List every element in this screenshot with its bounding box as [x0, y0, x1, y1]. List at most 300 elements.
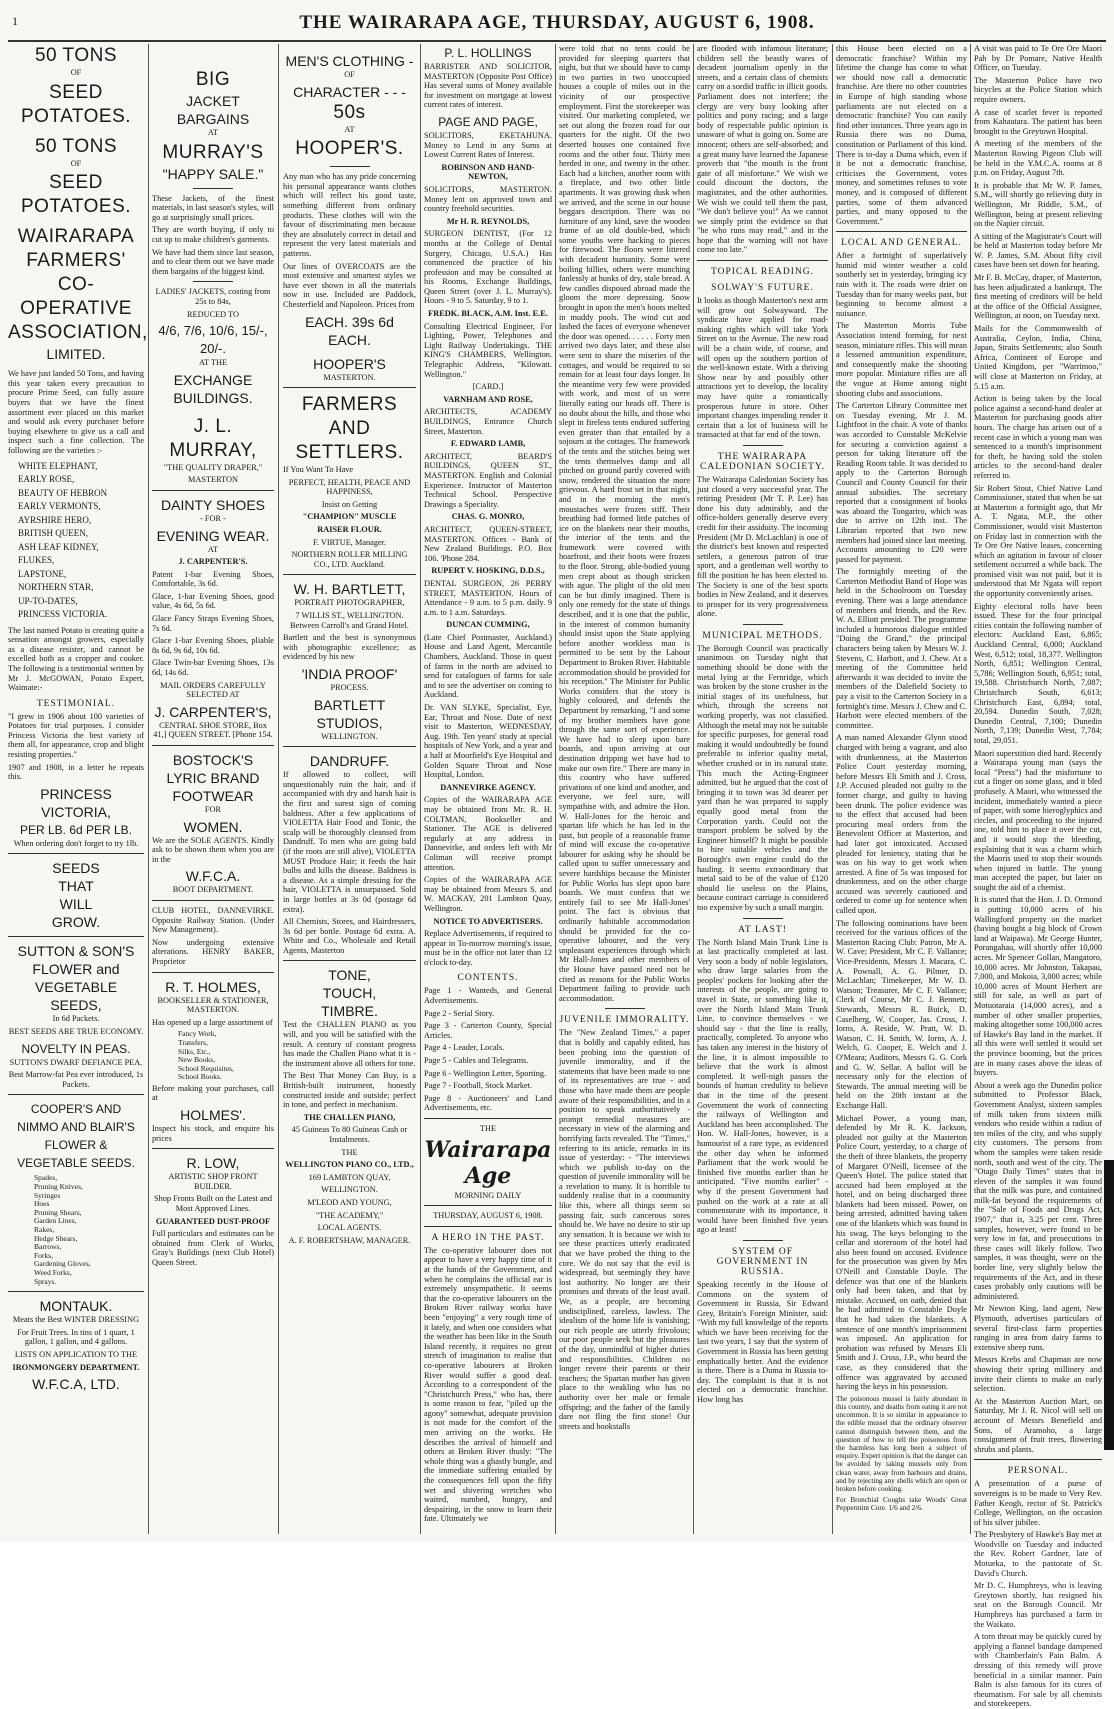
ad-body: The Best That Money Can Buy, is a British-built instrument, honestly constructed inside and outside; perfect in tone, and perfect in mechanism. — [283, 1071, 416, 1110]
ad-heading: SEEDS — [52, 860, 100, 877]
divider — [193, 281, 233, 282]
ad-heading: W.F.C.A, LTD. — [32, 1376, 120, 1393]
contents-item: Page 1 - Wanteds, and General Advertisements. — [424, 986, 552, 1006]
contents-item: Page 7 - Football, Stock Market. — [424, 1081, 533, 1091]
ad-text: 7 WILLIS ST., WELLINGTON. Between Carroll's and Grand Hotel. — [290, 611, 409, 630]
list-item: Glace 1-bar Evening Shoes, pliable 8s 6d, 9s 6d, 10s 6d. — [152, 636, 274, 655]
ad-text: ARTISTIC SHOP FRONT BUILDER. — [168, 1172, 258, 1191]
garden-tools-list — [34, 1174, 144, 1286]
newspaper-title: THE WAIRARAPA AGE, THURSDAY, AUGUST 6, 1908. — [299, 12, 815, 33]
card-body: SOLICITORS, MASTERTON. Money lent on approved town and country freehold securities. — [424, 184, 552, 214]
ad-text: Meats the Best WINTER DRESSING — [12, 1315, 140, 1325]
list-item: Hedge Shears, — [34, 1233, 78, 1243]
ad-heading: HOLMES'. — [180, 1107, 246, 1124]
article-subheading: SOLWAY'S FUTURE. — [711, 283, 814, 294]
article-body: The North Island Main Trunk Line is at last practically completed at last. Very soon a body of noble legislators, who draw large salaries from the peoples' pockets for looking after the interests of the people, are going to travel in State, or something like it, over the North Island Main Trunk Line, to convince themselves - we should say - that the line is really, practically, completed. To anyone who has taken any interest in the history of the line, it is almost impossible to believe that the work is almost completed. It well-nigh passes the bounds of human credulity to believe that in the time of the present Government the work of connecting the railways of Wellington and Auckland has been accomplished. The Hon. W. Hall-Jones, however, is a humourist of a rare type, as evidenced the other day when he informed Parliament that the work would be finished five months earlier than he anticipated. "Five months earlier" - why if the present Government had pushed on the work at a rate at all commensurate with its importance, it would have been finished five years ago at least! — [697, 937, 828, 1235]
ad-heading: ASSOCIATION, — [8, 322, 148, 344]
contents-item: Page 8 - Auctioneers' and Land Advertisements, etc. — [424, 1093, 552, 1113]
ad-text: J. CARPENTER'S. — [178, 557, 248, 567]
list-item: Weed Forks, — [34, 1267, 72, 1277]
top-rule — [8, 40, 1106, 42]
news-paragraph: A man named Alexander Glynn stood charged with being a vagrant, and also with drunkenness, at the Masterton Police Court yesterday morning, before Messrs Eli Smith and J. Cross, J.P. Accused pleaded not guilty to the former charge, and guilty to having been drunk. The police evidence was to the effect that accused had been procuring meal orders from the Benevolent Officer at Masterton, and had later got intoxicated. Accused pleaded for leniency, stating that he was on his way to get work when arrested. A fine of 5s was imposed for drunkenness, and on the other charge accused was severely cautioned and ordered to come up for sentence when called upon. — [836, 733, 967, 916]
column-6 — [697, 44, 828, 1534]
divider — [330, 166, 370, 167]
card-heading: DUNCAN CUMMING, — [446, 620, 530, 630]
column-3 — [283, 44, 416, 1534]
list-item: NORTHERN STAR, — [18, 582, 94, 593]
article-body: It looks as though Masterton's next arm will grow out Solwayward. The syndicate have applied for road-making rights which will take York Street on to the Avenue. The new road will be a chain wide, of course, and will open up the southern portion of the well-known estate. With a thriving Show near by and possibly other attractions yet to develop, the locality may have quite a romantically prosperous future in store. Other important changes impending render it certain that a lot of business will be transacted at that far end of the town. — [697, 296, 829, 440]
nameplate-text: THE — [479, 1124, 497, 1133]
ad-text: MAIL ORDERS CAREFULLY SELECTED AT — [160, 680, 266, 700]
article-subheading: MUNICIPAL METHODS. — [702, 630, 823, 641]
list-item: Fancy Work, — [178, 1029, 217, 1039]
column-divider — [555, 44, 556, 1534]
card-body: DENTAL SURGEON, 26 PERRY STREET, MASTERTON. Hours of Attendance - 9 a.m. to 5 p.m. daily. 9 a.m. to 1 a.m. Saturdays. — [424, 578, 552, 617]
divider — [697, 260, 828, 261]
news-paragraph: Messrs Krebs and Chapman are now showing their spring millinery and invite their clients to make an early selection. — [974, 1355, 1102, 1394]
ad-heading: BIG — [195, 69, 231, 90]
column-divider — [148, 44, 149, 1534]
news-paragraph: The poisonous mussel is fairly abundant in this country, and deaths from eating it are not uncommon. It is so similar in appearance to the edible mussel that the ordinary observer cannot distinguish between them, and the question of how to tell the poisonous from the harmless has long been a subject of enquiry. Expert opinion is that the danger can be avoided by taking mussels only from clean water, away from harbours and drains, and by rejecting any shells which are open or broken before cooking. — [836, 1394, 967, 1493]
ad-heading: NIMMO AND BLAIR'S — [17, 1120, 135, 1135]
divider — [193, 188, 233, 189]
ad-heading: MEN'S CLOTHING - — [285, 53, 414, 69]
ad-body: If allowed to collect, will unquestionably ruin the hair, and if accompanied with dry and harsh hair is the first and surest sign of coming baldness. After a few applications of VIOLETTA Hair Food and Tonic, the scalp will be thoroughly cleansed from Dandruff. To men who are going bald (if the roots are still alive), VIOLETTA MUST Produce Hair; it feeds the hair bulbs and kills the disease. Baldness is a disease. As a simple dressing for the hair, VIOLETTA is unsurpassed. Sold in large bottles at 3s 0d (postage 6d extra). — [283, 770, 416, 914]
ad-body: Full particulars and estimates can be obtained from Clerk of Works, Gray's Buildings (next Club Hotel) Queen Street. — [152, 1229, 274, 1267]
news-paragraph: About a week ago the Dunedin police submitted to Professor Black, Government Analyst, sixteen samples of milk taken from sixteen milk vendors who reside within a radius of ten miles of the city, and who supply city customers. The persons from whom the samples were taken reside north, south and west of the city. The "Otago Daily Times" states that in eleven of the samples it was found that the milk was pure, and contained milk-fat beyond the requirements of the "Sale of Foods and Drugs Act, 1907," that is, 3.25 per cent. Three samples, however, were found to be very low in fat, and prosecutions in these cases will likely follow. Two samples, it was thought, were on the border line, very slightly below the requirements of the Act, and in these cases probably only cautions will be administered. — [974, 1080, 1102, 1301]
ad-body: CLUB HOTEL, DANNEVIRKE. Opposite Railway Station. (Under New Management). — [152, 905, 274, 935]
ad-text: LOCAL AGENTS. — [317, 1223, 382, 1233]
card-heading: VARNHAM AND ROSE, — [443, 394, 533, 404]
news-paragraph: The fortnightly meeting of the Carterton Methodist Band of Hope was held in the Schoolroom on Tuesday evening. There was a large attendance of members and friends, and the Rev. W. A. Elliott presided. The programme included a humorous dialogue entitled "Doing the Grand," the principal characters being taken by Messrs W. J. Stevens, C. Harbott, and J. Chew. At a meeting of the Committee held afterwards it was decided to invite the members of the Dalefield Society to pay a visit to the Carterton Society in a fortnight's time. Messrs J. Chew and C. Harbott were elected members of the committee. — [836, 567, 967, 730]
ad-text: PROCESS. — [330, 683, 369, 692]
news-paragraph: The Carterton Library Committee met on Tuesday evening, Mr J. M. Lightfoot in the chair. A vote of thanks was accorded to Constable McKelvie for securing a conviction against a person for taking literature off the Reading Room table. It was decided to apply to the Carterton Borough Council and County Council for their annual subsidies. The secretary reported that a consignment of books was aboard the Tongariro, which was due to arrive on 12th inst. The Librarian reported that two new members had joined since last meeting. Accounts amounting to £20 were passed for payment. — [836, 401, 967, 564]
contents-item: Page 6 - Wellington Letter, Sporting. — [424, 1068, 547, 1078]
ad-text: "CHAMPION" MUSCLE — [302, 512, 397, 522]
ad-heading: HOOPER'S. — [295, 138, 404, 160]
ad-text: OF — [344, 70, 355, 79]
news-paragraph: After a fortnight of superlatively humid mid winter weather a cold southerly set in yesterday, bringing icy rain with it. The roads were drier on Tuesday than for many weeks past, but beginning to become almost a nuisance. — [836, 251, 967, 318]
article-subheading: SYSTEM OF GOVERNMENT IN RUSSIA. — [716, 1246, 809, 1277]
divider — [424, 1226, 552, 1227]
ad-text: In 6d Packets. — [52, 1014, 100, 1024]
news-paragraph: The Masterton Police have two bicycles at the Police Station which require owners. — [974, 75, 1102, 104]
ad-heading: GROW. — [51, 914, 101, 931]
card-body: SOLICITORS, EKETAHUNA. Money to Lend in any Sums at Lowest Current Rates of Interest. — [424, 130, 552, 160]
card-heading: P. L. HOLLINGS — [444, 46, 532, 60]
list-item: Rakes, — [34, 1224, 55, 1234]
ad-text: 169 LAMBTON QUAY, — [308, 1172, 391, 1182]
article-subheading: THE WAIRARAPA CALEDONIAN SOCIETY. — [700, 451, 825, 472]
ad-text: LADIES' JACKETS, costing from 25s to 84s, — [155, 287, 271, 306]
contents-heading: CONTENTS. — [457, 973, 519, 984]
ad-body: 1907 and 1908, in a letter he repeats this. — [8, 762, 144, 782]
ad-heading: EVENING WEAR. — [156, 527, 270, 544]
list-item: Forks, — [34, 1250, 53, 1260]
news-paragraph: A meeting of the members of the Masterton Rowing Pigeon Club will be held in the Y.M.C.A. rooms at 8 p.m. on Friday, August 7th. — [974, 139, 1102, 178]
column-5 — [559, 44, 690, 1534]
card-text: [CARD.] — [472, 382, 504, 392]
nameplate: Wairarapa Age — [424, 1136, 552, 1189]
ad-heading: 50 TONS — [34, 135, 117, 157]
ad-text: MASTERTON. — [323, 372, 376, 382]
ad-heading: J. L. MURRAY, — [169, 415, 257, 461]
ad-body: Any man who has any pride concerning his personal appearance wants clothes which will reflect his good taste, something different from ordinary products. These clothes will win the favour of discriminating men because they are absolutely correct in detail and represent the very latest materials and patterns. — [283, 172, 416, 258]
ad-heading: "HAPPY SALE." — [162, 165, 264, 182]
list-item: PRINCESS VICTORIA. — [18, 609, 108, 620]
ad-text: IRONMONGERY DEPARTMENT. — [12, 1362, 140, 1372]
news-paragraph: Mr D. C. Humphreys, who is leaving Greytown shortly, has resigned his seat on the Borough Council. Mr Humphreys has purchased a farm in the Waikato. — [974, 1581, 1102, 1629]
article-heading: TOPICAL READING. — [710, 267, 815, 278]
ad-text: GUARANTEED DUST-PROOF — [155, 1216, 271, 1226]
article-body: Speaking recently in the House of Commons on the system of Government in Russia, Sir Edward Grey, Britain's Foreign Minister, said: "With my full knowledge of the reports which we have been receiving for the last two years, I say that the system of Government in Russia has been getting emphatically better. And the evidence is there. There is a Duma in Russia to-day. The complaint is that it is not elected on a democratic franchise. How long has — [697, 1279, 828, 1405]
card-heading: DANNEVIRKE AGENCY. — [440, 782, 536, 792]
ad-heading: VEGETABLE SEEDS, — [34, 979, 118, 1014]
ad-body: Has opened up a large assortment of — [152, 1017, 273, 1027]
ad-heading: EXCHANGE — [173, 371, 253, 388]
card-body: ARCHITECTS, ACADEMY BUILDINGS, Entrance Church Street, Masterton. — [424, 407, 552, 436]
ad-heading: SETTLERS. — [295, 442, 404, 464]
ad-heading: FARMERS AND — [301, 394, 398, 440]
list-item: EARLY ROSE, — [18, 474, 75, 485]
ad-heading: SEED POTATOES. — [20, 172, 132, 218]
ad-text: Insist on Getting — [321, 499, 378, 509]
potato-varieties-list — [18, 460, 144, 622]
ad-text: When ordering don't forget to try 1lb. — [13, 838, 139, 848]
ad-text: BEST SEEDS ARE TRUE ECONOMY. — [8, 1027, 144, 1037]
ad-body: Now undergoing extensive alterations. HENRY BAKER, Proprietor — [152, 937, 274, 966]
card-body: BARRISTER AND SOLICITOR, MASTERTON (Opposite Post Office) Has several sums of Money available for investment on mortgage at lowest current rates of interest. — [424, 62, 552, 110]
contents-item: Page 5 - Cables and Telegrams. — [424, 1056, 529, 1066]
ad-body: Bartlett and the best is synonymous with photographic excellence; as evidenced by his new — [283, 633, 416, 662]
ad-body: We have had them since last season, and to clear them out we have made them bargains of the biggest kind. — [152, 247, 274, 276]
column-1 — [8, 44, 148, 1534]
ad-text: SUTTON'S DWARF DEFIANCE PEA. — [9, 1057, 143, 1067]
list-item: ASH LEAF KIDNEY, — [18, 541, 99, 552]
ad-heading: SEED POTATOES. — [20, 81, 132, 127]
divider — [424, 1205, 552, 1206]
ad-heading: TOUCH, — [322, 985, 377, 1002]
card-heading: NOTICE TO ADVERTISERS. — [433, 916, 543, 926]
card-body: Consulting Electrical Engineer, For Lighting, Power, Telephones and Light Railway Undertakings. THE KING'S CHAMBERS, Wellington. Telegraphic Address, "Kilowatt. Wellington." — [424, 321, 552, 379]
ad-body: "I grew in 1906 about 100 varieties of Potatoes for trial purposes. I consider Princess Victoria the best variety of them all, for appearance, crop and blight resisting properties." — [8, 711, 144, 760]
card-body: Dr. VAN SLYKE, Specialist, Eye, Ear, Throat and Nose. Date of next visit to Masterton, WEDNESDAY, Aug. 19th. Ten years' study at special hospitals of New York, and a year and a half at Moorfield's Eye Hospital and Golden Square Throat and Nose Hospital, London. — [424, 703, 552, 780]
card-body: Replace Advertisements, if required to appear in To-morrow morning's issue, must be in the office not later than 12 o'clock to-day. — [424, 929, 552, 967]
section-heading: LOCAL AND GENERAL. — [841, 238, 962, 249]
divider — [283, 387, 416, 388]
ad-text: THE — [341, 1147, 358, 1157]
article-body: this House been elected on a democratic franchise? Within my lifetime the change has come to what we should now call a democratic franchise. Are there no other countries in Europe of high standing whose parliaments are not elected on a democratic franchise? You can easily find other instances. Three years ago in Russia there was no Duma, constitution or Parliament of this kind. There is to-day a Duma which, even if it be not a democratic franchise, criticises the Government, votes money, and sometimes refuses to vote money, and is composed of different parties, some of them advanced parties, and many opposed to the Government." — [836, 44, 967, 226]
ad-heading: TIMBRE. — [321, 1003, 378, 1020]
divider — [152, 900, 274, 901]
divider — [836, 231, 967, 232]
list-item: Sprays. — [34, 1276, 57, 1286]
list-item: New Books, — [178, 1055, 216, 1065]
list-item: Barrows, — [34, 1242, 62, 1252]
scan-edge-shadow — [1104, 1160, 1114, 1450]
card-body: ARCHITECT, QUEEN-STREET, MASTERTON. Offices - Bank of New Zealand Buildings. P.O. Box 106. 'Phone 284. — [424, 524, 552, 563]
ad-heading: WOMEN. — [183, 818, 243, 835]
divider — [8, 936, 144, 937]
news-paragraph: A torn throat may be quickly cured by applying a flannel bandage dampened with Chamberlain's Pain Balm. A dressing of this remedy will prove beneficial in a similar manner. Pain Balm is also famous for its cures of rheumatism. For sale by all chemists and storekeepers. — [974, 1632, 1102, 1709]
ad-text: WELLINGTON. — [321, 731, 378, 741]
ad-text: BOOKSELLER & STATIONER, MASTERTON. — [157, 995, 269, 1015]
card-heading: PAGE AND PAGE, — [438, 114, 538, 129]
divider — [743, 918, 783, 919]
column-divider — [970, 44, 971, 1534]
ad-body: The last named Potato is creating quite a sensation amongst growers, especially as a disease resister, and cannot be excelled both as a cropper and cooker. The following is a testimonial written by Mr J. McGOWAN, Potato Expert, Waimate:- — [8, 625, 144, 693]
ad-heading: NOVELTY IN PEAS. — [21, 1041, 131, 1056]
price-line: 50s — [333, 101, 366, 123]
ad-heading: DANDRUFF. — [309, 753, 390, 770]
ad-heading: 'INDIA PROOF' — [301, 666, 398, 682]
ad-heading: BUILDINGS. — [173, 389, 253, 406]
ad-heading: WAIRARAPA — [17, 226, 135, 248]
ad-heading: WILL — [59, 896, 93, 913]
ad-text: AT — [344, 124, 355, 134]
ad-text: CENTRAL SHOE STORE, Box 41,] QUEEN STREET. [Phone 154. — [153, 720, 273, 740]
divider — [152, 490, 274, 491]
list-item: Silks, Etc., — [178, 1046, 211, 1056]
news-paragraph: A presentation of a purse of sovereigns is to be made to Very Rev. Father Keogh, rector of St. Patrick's College, Wellington, on the occasion of his silver jubilee. — [974, 1479, 1102, 1527]
ad-heading: MURRAY'S — [162, 141, 264, 163]
ad-heading: CO-OPERATIVE — [20, 274, 132, 320]
nameplate-text: MORNING DAILY — [454, 1190, 522, 1200]
news-paragraph: Michael Power, a young man, defended by Mr R. K. Jackson, pleaded not guilty at the Masterton Police Court, yesterday, to a charge of the theft of three blankets, the property of Margaret O'Neill, licensee of the Queen's Hotel. The police stated that accused had been employed at the hotel, and on being discharged three blankets had been missed. Power, on being arrested, admitted having taken one of the blankets which was found in his swag. The keys belonging to the cellar and storeroom of the hotel had also been found on accused. Evidence for the prosecution was given by Mrs O'Neill and Constable Doyle. The defence was that one of the blankets only had been taken, and that by mistake. Accused, on oath, denied that he had admitted to Constable Doyle that he had taken the blankets. A sentence of one month's imprisonment was imposed. An application for probation was refused by Messrs Eli Smith and J. Cross, J.P., who heard the case, as they considered that the offence was aggravated by accused having the keys in his possession. — [836, 1113, 967, 1392]
article-subheading: AT LAST! — [738, 924, 787, 935]
list-item: EARLY VERMONTS, — [18, 501, 101, 512]
ad-body: Test the CHALLEN PIANO as you will, and you will be satisfied with the result. A century of constant progress has made the Challen Piano what it is - the instrument above all others for tone. — [283, 1020, 416, 1068]
list-item: Glace Fancy Straps Evening Shoes, 7s 6d. — [152, 614, 274, 633]
list-item: Syringes — [34, 1190, 61, 1200]
list-item: BRITISH QUEEN, — [18, 528, 88, 539]
divider — [283, 574, 416, 575]
article-heading: JUVENILE IMMORALITY. — [559, 1015, 690, 1026]
contents-item: Page 4 - Leader, Locals. — [424, 1043, 505, 1053]
news-paragraph: Mr F. B. McCay, draper, of Masterton, has been adjudicated a bankrupt. The first meeting of creditors will be held at the office of the Official Assignee, Wellington, at noon, on Tuesday next. — [974, 273, 1102, 321]
ad-text: LISTS ON APPLICATION TO THE — [14, 1349, 138, 1359]
list-item: Patent 1-bar Evening Shoes, Comfortable, 3s 6d. — [152, 569, 274, 589]
list-item: AYRSHIRE HERO, — [18, 514, 92, 525]
ad-heading: CHARACTER - - - — [293, 83, 406, 100]
column-7 — [836, 44, 967, 1534]
ad-text: NORTHERN ROLLER MILLING CO., LTD. Auckland. — [291, 550, 408, 569]
divider — [8, 1291, 144, 1292]
list-item: UP-TO-DATES, — [18, 595, 78, 606]
ad-text: MASTERTON — [187, 475, 239, 485]
ad-text: F. VIRTUE, Manager. — [312, 537, 387, 547]
ad-heading: W.F.C.A. — [185, 868, 241, 885]
ad-body: All Chemists, Stores, and Hairdressers, 3s 6d per bottle. Postage 6d extra. A. White and Co., Wholesale and Retail Agents, Masterton — [283, 917, 416, 955]
ad-heading: PRINCESS VICTORIA, — [40, 785, 112, 820]
list-item: Transfers, — [178, 1037, 208, 1047]
card-heading: F. EDWARD LAMB, — [450, 439, 526, 449]
ad-text: WELLINGTON PIANO CO., LTD., — [285, 1160, 414, 1170]
list-item: School Books. — [178, 1072, 222, 1082]
price-line: 4/6, 7/6, 10/6, 15/-, 20/-. — [158, 323, 268, 357]
news-paragraph: Mr Newton King, land agent, New Plymouth, advertises particulars of several first-class farm properties ranging in area from dairy farms to extensive sheep runs. — [974, 1304, 1102, 1352]
ad-heading: 50 TONS — [34, 45, 117, 66]
ad-heading: THAT — [58, 878, 94, 895]
news-paragraph: A sitting of the Magistrate's Court will be held at Masterton today before Mr W. P. James, S.M. About fifty civil cases have been set down for hearing. — [974, 231, 1102, 270]
divider — [8, 853, 144, 854]
ad-text: M'LEOD AND YOUNG, — [307, 1197, 392, 1207]
list-item: BEAUTY OF HEBRON — [18, 487, 108, 498]
ad-heading: FOOTWEAR — [172, 788, 254, 804]
ad-heading: MONTAUK. — [39, 1298, 113, 1315]
news-paragraph: Action is being taken by the local police against a second-hand dealer at Masterton for purchasing goods after hours. The charge has arisen out of a recent case in which a young man was sentenced to a month's imprisonment for theft, he having sold the stolen articles to the second-hand dealer referred to. — [974, 394, 1102, 480]
news-paragraph: For Bronchial Coughs take Woods' Great Peppermint Cure. 1/6 and 2/6. — [836, 1496, 967, 1513]
news-paragraph: At the Masterton Auction Mart, on Saturday, Mr J. R. Nicol will sell on account of Messrs Benefield and Sons, of Aramoho, a large consignment of fruit trees, flowering shrubs and plants. — [974, 1396, 1102, 1454]
card-body: ARCHITECT, BEARD'S BUILDINGS, QUEEN ST., MASTERTON. English and Colonial Experience. Instructor of Masterton Technical School. Perspective Drawings a Speciality. — [424, 451, 552, 509]
column-8 — [974, 44, 1102, 1709]
ad-body: Before making your purchases, call at — [152, 1083, 274, 1103]
article-body: were told that no tents could be provided for sleeping quarters that night, but that we should have to camp in two parties in two unoccupied houses a couple of miles out in the vicinity of our prospective employment. First the storekeeper was visited. Our marketing completed, we set out along the frozen road for our quarters for the night. Of the two deserted houses one contained five rooms and the other four. Thirty men herded in one, and twenty in the other. Each had a kitchen, another room with a fireplace, and two other little apartments. It was growing dusk when we arrived, and the scene in our house beggars description. There was no furniture of any kind, save the wooden frame of an old double-bed, which some youths were hacking to pieces for firewood. The floors were littered with decadent humanity. Some were boiling billies, others were munching fanlessly at hunks of dry, stale bread. A few candles disposed abroad made the gloom the more depressing. Snow brought in upon the men's boots melted in muddy pools. The wind cut and lashed the faces of everyone whenever the door was opened. . . . . . Forty men arrived two days later, and these also were sent to share the miseries of the cottages, and would be required to so remain for at least four days longer. In the meantime very few were provided with work, and most of us were literally eating our heads off. There is no doubt about the hills, and those who slept in fireless tents endured suffering even greater than that entailed by a sojourn at the cottages. The framework of the tents and the stitches being wet the tents themselves damp and all pitched on ground partly covered with snow, rendered the situation the more grievous. A hard frost set in that night, and in the morning the men's moustaches were frozen stiff. Their breathing had formed little patches of ice on the blankets near their mouths, the interior of the tents and the framework were covered with hoarfrost, and their boots were frozen to the floor. Strong, able-bodied young men crept about as though stricken with ague. The plight of the old men can be but dimly imagined. There is only one remedy for the state of things described, and it is one that the public, in the interest of common humanity should insist upon the State applying before another workless man is permitted to be sent by the Labour Department to Broken River. Habitable accommodation should be provided for his reception." The Minister for Public Works considers that the story is highly coloured, and defends the Department by remarking, "I and some of my brother members have gone through the same sort of experience. We have had to sleep upon bare boards, and upon arriving at our destination dripping wet have had to make our own fire." There are many in this country who have suffered privations of one kind and another, and everyone, we feel sure, will sympathise with, and admire the Hon. W. Hall-Jones for the heroic and spartan life which he has led in the past, but people of a reasonable frame of mind will excuse the co-operative labourer for asking why he should be called upon to suffer unnecessary and severe hardships because the Minister for Public Works has slept upon bare boards. We must confess that we entirely fail to see Mr Hall-Jones' point. The fact is obvious that ordinarily habitable accommodation should be provided for the co-operative labourer, and the very unpleasant experiences through which Mr Hall-Jones and other members of the House have passed need not be cited as reasons for the Public Works Department failing to provide such accommodation. — [559, 44, 691, 1003]
ad-heading: SUTTON & SON'S — [17, 943, 135, 960]
column-divider — [693, 44, 694, 1534]
ad-heading: FARMERS' — [26, 250, 126, 272]
card-body: Copies of the WAIRARAPA AGE may be obtained from Mr. R. H. COLTMAN, Bookseller and Stationer. The AGE is delivered regularly at any address in Dannevirke, and orders left with Mr Coltman will receive prompt attention. — [424, 795, 552, 872]
article-body: The Borough Council was practically unanimous on Tuesday night that something should be done with the metal lying at the Fernridge, which was broken by the stone crusher in the initial stages of its usefulness, but which, through the screens not working properly, was not classified. Although the metal may not be suitable for specific purposes, for general road making it would undoubtedly be found preferable to inferior quality metal, whether crushed or in its natural state. This much the Acting-Engineer admitted, but he argued that the cost of bringing it to town was 3d dearer per yard than he was prepared to supply equally good metal from the Corporation yards. Could not the transport problem be solved by the Engineer himself? It might be possible to hire suitable vehicles and the Borough's own engine could do the hauling. It seems extraordinary that metal said to be of the value of £120 should lie useless on the Plains, because contract carriage is considered too expensive by such a small margin. — [697, 643, 828, 912]
news-paragraph: The Presbytery of Hawke's Bay met at Woodville on Tuesday and inducted the Rev. Robert Gardner, late of Motueka, to the pastorate of St. David's Church. — [974, 1530, 1102, 1578]
column-divider — [832, 44, 833, 1534]
stationery-list — [178, 1030, 274, 1082]
list-item: Pruning Shears, — [34, 1207, 82, 1217]
ad-text: "THE ACADEMY," — [315, 1210, 384, 1220]
article-body: The "New Zealand Times," a paper that is boldly and capably edited, has been probing into the question of juvenile immorality, and if the statements that have been made to one of its representatives are true - and those who have made them are people aware of their responsibilities, and in a position to speak authoritatively - prompt remedial measures are necessary in view of the alarming and horrifying facts revealed. The "Times," referring to its article, remarks in its issue of yesterday: - "The interviews which we publish to-day on the question of juvenile immorality will be a revelation to many. It is horrible to suddenly realise that in a community like this, where all things seem so passing fair, such cancerous sores should be. We have no desire to stir up any sensation. It is because we wish to see these practices utterly eradicated that we have probed the thing to the core. We do not say that the evil is widespread, but seemingly they have lost authority. No longer are their promises and threats of the least avail. We, as a people, are becoming undisciplined, careless, lawless. The idealism of the home life is vanishing; our rich people are utterly frivolous; our poor people seek but the pleasures of the day, unmindful of higher duties and responsibilities. Children no longer revere their parents or their teachers; the Spartan mother has given place to the weakling who has no authority over her male or female offspring; and the father of the family dare not fling the first stone! Our streets and bookstalls — [559, 1028, 690, 1431]
news-paragraph: A visit was paid to Te Ore Ore Maori Pah by Dr Pomare, Native Health Officer, on Tuesday. — [974, 44, 1102, 73]
divider — [424, 1118, 552, 1119]
ad-body: If You Want To Have — [283, 465, 354, 475]
divider — [283, 960, 416, 961]
ad-text: RAISER FLOUR. — [317, 525, 382, 535]
news-paragraph: A case of scarlet fever is reported from Kahautara. The patient has been brought to the Greytown Hospital. — [974, 107, 1102, 136]
news-paragraph: Mails for the Commonwealth of Australia, Ceylon, India, China, Japan, Straits Settlements; also South Africa, Continent of Europe and United Kingdom, per "Warrimoo," will close at Masterton on Friday, at 5.15 a.m. — [974, 324, 1102, 391]
contents-item: Page 3 - Carterton County, Special Articles. — [424, 1021, 552, 1040]
ad-body: Our lines of OVERCOATS are the most extensive and smartest styles we have ever shown in all the materials now in use. Included are Paddock, Chesterfield and Napoleon. Prices from — [283, 261, 416, 309]
section-heading: TESTIMONIAL. — [36, 698, 116, 709]
ad-heading: DAINTY SHOES — [161, 496, 265, 513]
ad-text: THE CHALLEN PIANO, — [303, 1112, 396, 1122]
ad-heading: HOOPER'S — [313, 355, 386, 372]
ad-text: AT THE — [198, 358, 228, 368]
price-line: PER LB. 6d PER LB. — [19, 822, 133, 837]
ad-body: We have just landed 50 Tons, and having this year taken every precaution to procure Prime Seed, can fully assure buyers that we have the finest assortment ever placed on this market and would ask every purchaser before buying elsewhere to give us a call and inspect such a fine collection. The following are the varieties :- — [8, 369, 144, 455]
ad-text: OF — [70, 158, 82, 168]
price-line: EACH. 39s 6d EACH. — [305, 313, 394, 348]
list-item: WHITE ELEPHANT, — [18, 460, 98, 471]
ad-text: 45 Guineas To 80 Guineas Cash or Instalments. — [291, 1125, 408, 1144]
card-heading: CHAS. G. MONRO, — [451, 512, 525, 522]
card-heading: RUPERT V. HOSKING, D.D.S., — [431, 566, 545, 576]
news-paragraph: Eighty electoral rolls have been issued. These for the four principal cities contain the following number of electors: Auckland East, 6,865; Auckland Central, 6,000; Auckland West, 6,512; total, 18,377. Wellington North, 6,851; Wellington Central, 5,786; Wellington South, 6,951; total, 19,588. Christchurch North, 7,087; Christchurch South, 6,613; Christchurch East, 6,894; total, 20,594. Dunedin South, 7,028; Dunedin Central, 7,100; Dunedin North, 7,139; Dunedin West, 7,784; total, 29,051. — [974, 601, 1102, 745]
divider — [605, 1008, 645, 1009]
list-item: Hoes — [34, 1199, 50, 1209]
divider — [152, 1148, 274, 1149]
list-item: Spades, — [34, 1173, 58, 1183]
article-body: The Wairarapa Caledonian Society has just closed a very successful year. The retiring President (Mr T. P. Lee) has done his duty admirably, and the office-holders generally deserve every credit for their assiduity. The incoming President (Mr D. McLachlan) is one of the district's best known and respected settlers, a generous patron of true sport, and a gentleman well worthy to fill the position he has been elected to. The Society is one of the best sports bodies in New Zealand, and it deserves to prosper for its very progressiveness alone. — [697, 474, 828, 619]
ad-heading: LYRIC BRAND — [166, 770, 260, 786]
ad-heading: BOSTOCK'S — [172, 752, 254, 768]
ad-text: PERFECT, HEALTH, PEACE AND HAPPINESS, — [288, 477, 411, 497]
card-heading: ROBINSON AND HAND-NEWTON, — [441, 162, 535, 182]
ad-text: REDUCED TO — [186, 309, 239, 319]
ad-body: We are the SOLE AGENTS. Kindly ask to be shown them when you are in the — [152, 835, 274, 864]
ad-text: A. F. ROBERTSHAW, MANAGER. — [288, 1235, 411, 1245]
ad-text: Shop Fronts Built on the Latest and Most Approved Lines. — [154, 1194, 272, 1214]
news-paragraph: The Masterton Morris Tube Association intend forming, for next season, miniature rifles. This will mean a lessened ammunition expenditure, and consequently make the shooting more popular. Miniature rifles are all the vogue at Home among night shooting clubs and associations. — [836, 321, 967, 398]
ad-body: Inspect his stock, and enquire his prices — [152, 1124, 274, 1143]
ad-text: WELLINGTON. — [321, 1185, 378, 1195]
dateline: THURSDAY, AUGUST 6, 1908. — [433, 1211, 543, 1221]
card-body: Copies of the WAIRARAPA AGE may be obtained from Messrs S. and W. MACKAY, 201 Lambton Quay, Wellington. — [424, 875, 552, 913]
divider — [152, 972, 274, 973]
list-item: FLUKES, — [18, 555, 55, 566]
news-paragraph: Maori superstition died hard. Recently a Wairarapa young man (says the local "Press") had the misfortune to cut a finger on some glass, and it bled profusely. A Maori, who witnessed the incident, immediately wanted a piece of paper, with some hieroglyphics and circles, and proceeding to the injured one, told him to place it over the cut, and it would stop the bleeding, explaining that it was a charm which the Maoris used to stop their wounds when injured in battle. The young man accepted the paper, but later on sought the aid of a chemist. — [974, 748, 1102, 892]
list-item: Gardening Gloves, — [34, 1259, 91, 1269]
ad-heading: BARTLETT — [313, 696, 386, 713]
ad-text: AT — [207, 544, 219, 554]
ad-heading: VEGETABLE SEEDS. — [17, 1156, 135, 1171]
divider — [974, 1459, 1102, 1460]
list-item: Glace, 1-bar Evening Shoes, good value, 4s 6d, 5s 6d. — [152, 591, 274, 611]
ad-text: For Fruit Trees. In tins of 1 quart, 1 gallon, 1 gallon, and 4 gallons. — [17, 1327, 135, 1347]
contents-item: Page 2 - Serial Story. — [424, 1008, 495, 1018]
ad-text: "THE QUALITY DRAPER," — [163, 462, 263, 472]
article-heading: A HERO IN THE PAST. — [431, 1232, 545, 1243]
ad-text: PORTRAIT PHOTOGRAPHER, — [294, 598, 405, 608]
column-2 — [152, 44, 274, 1534]
card-heading: FREDK. BLACK, A.M. Inst. E.E. — [428, 309, 548, 319]
ad-text: Best Marrow-fat Pea ever introduced, 1s Packets. — [8, 1070, 144, 1089]
list-item: Glace Twin-bar Evening Shoes, 13s 6d, 14s 6d. — [152, 658, 274, 678]
ad-heading: COOPER'S AND — [30, 1102, 122, 1117]
list-item: LAPSTONE, — [18, 568, 67, 579]
news-paragraph: It is probable that Mr W. P. James, S.M., will shortly go relieving duty in Wellington, Mr Riddle, S.M., of Wellington, being at present relieving on the Napier circuit. — [974, 180, 1102, 229]
ad-body: These Jackets, of the finest materials, in last season's styles, will go at surprisingly small prices. — [152, 193, 274, 222]
divider — [283, 746, 416, 747]
news-paragraph: It is stated that the Hon. J. D. Ormond is putting 10,000 acres of his Wallingford property on the market (having bought a big block of Crown land at Waipawa). Mr George Hunter, Porangahau, will shortly offer 10,000 acres. Mr Spencer Gollan, Mangatoro, 10,000 acres. Mr Johnston, Takapau, 7,000, and Mokoia, 3,000 acres; while 10,000 acres of Mount Herbert are still for sale, as well as part of Motuotaraia (14,000 acres), and a number of other smaller properties, making altogether some 100,000 acres of Hawke's Bay land in the market. If all this were well settled it would set the province booming, but the prices are in many cases above the ideas of buyers. — [974, 895, 1102, 1078]
news-paragraph: The following nominations have been received for the various offices of the Masterton Racing Club: Patron, Mr A. W. Cave; President, Mr C. F. Vallance; Vice-Presidents, Messrs J. Macara, C. A. Pownall, A. G. Pilmer, D. McLachlan; Timekeeper, Mr W. D. Watson; Treasurer, Mr C. F. Vallance; Clerk of Course, Mr C. J. Bennett; Stewards, Messrs R. Buick, D. Caselberg, W. Cooper, Jas. Cross, J. Iorns, A. Reside, W. Pratt, W. D. Watson, C. H. Smith, W. Iorns, A. J. Welch, G. Cooper, E. Welch and J. O'Meara; Auditors, Messrs G. G. Cork and G. W. Sellar. A ballot will be necessary only for the election of Stewards. The annual meeting will be held on the 20th instant at the Exchange Hall. — [836, 918, 967, 1110]
ad-heading: FLOWER and — [32, 961, 120, 978]
divider — [743, 624, 783, 625]
divider — [743, 1240, 783, 1241]
divider — [152, 745, 274, 746]
masthead — [0, 0, 1114, 40]
article-body: are flooded with infamous literature; children sell the beastly wares of decadent journalism openly in the streets, and a certain class of chemists carry on a sordid traffic in illicit goods. Parliament does not interfere; the clergy are very busy looking after politics and pony racing; and a large body of respectable public opinion is unaware of what is going on. Some are innocent; others are self-absorbed; and a great many have learned the Japanese proverb that "the mouth is the front gate of all misfortune." We wish we could discount the doctors, the magistrates, and the other authorities. We wish we could tell them the past, "We don't believe you!" As we cannot we simply print the evidence so that "he who runs may read," and in the hope that the warning will not have come too late." — [697, 44, 828, 255]
page-corner-mark: 1 — [12, 14, 18, 28]
ad-text: FOR — [204, 805, 222, 814]
ad-heading: STUDIOS, — [316, 714, 383, 731]
card-heading: Mr H. R. REYNOLDS, — [446, 216, 530, 226]
card-body: (Late Chief Postmaster, Auckland.) House and Land Agent, Mercantile Chambers, Auckland. Those in quest of farms in the north are advised to send for catalogues of farms for sale and to see the advertiser on coming to Auckland. — [424, 632, 552, 700]
ad-heading: JACKET BARGAINS — [176, 93, 250, 127]
article-body: The co-operative labourer does not appear to have a very happy time of it at the hands of the Government, and when he complains the official ear is extremely unsympathetic. It seems that the co-operative labourers on the Broken River railway works have been "enjoying" a very rough time of it lately, and when one considers what the weather has been like in the South Island recently, it requires no great stretch of imagination to realise that co-operative labourers at Broken River would suffer a good deal. According to a correspondent of the "Christchurch Press," who has, there is some reason to fear, "piled up the agony" somewhat, adequate provision is not made for the comfort of the men arriving on the works. He describes the arrival of himself and others at Broken River thusly: "The whole thing was a ghastly bungle, and the immediate suffering entailed by the consequences fell upon the fifty wet and shivering wretches who waited, numbed, hungry, and despairing, in the snow to learn their fate. Ultimately we — [424, 1245, 552, 1524]
section-heading: PERSONAL. — [1007, 1466, 1069, 1477]
card-body: SURGEON DENTIST, (For 12 months at the College of Dental Surgery, Chicago, U.S.A.) Has commenced the practice of his profession and may be consulted at his Rooms, Exchange Buildings, Queen Street (over J. L. Murray's). Hours - 9 to 5. Saturday, 9 to 1. — [424, 229, 552, 306]
news-paragraph: Sir Robert Stout, Chief Native Land Commissioner, stated that when he sat at Masterton a fortnight ago, that Mr A. T. Ngata, M.P., the other Commissioner, would visit Masterton on Friday last in connection with the Te Ore Ore Native leases, concerning which an agitation in favour of closer settlement occurred a while back. The promised visit was not paid, but it is understood that Mr Ngata will report the opportunity conveniently arises. — [974, 483, 1102, 599]
ad-heading: LIMITED. — [46, 346, 106, 363]
ad-heading: R. LOW, — [186, 1155, 240, 1172]
column-4 — [424, 44, 552, 1534]
divider — [743, 445, 783, 446]
ad-text: AT — [207, 128, 219, 137]
ad-heading: TONE, — [328, 967, 371, 984]
ad-body: They are worth buying, if only to cut up to make children's garments. — [152, 225, 274, 244]
ad-heading: FLOWER & — [44, 1138, 108, 1153]
divider — [8, 1094, 144, 1095]
list-item: School Requisites, — [178, 1063, 234, 1073]
